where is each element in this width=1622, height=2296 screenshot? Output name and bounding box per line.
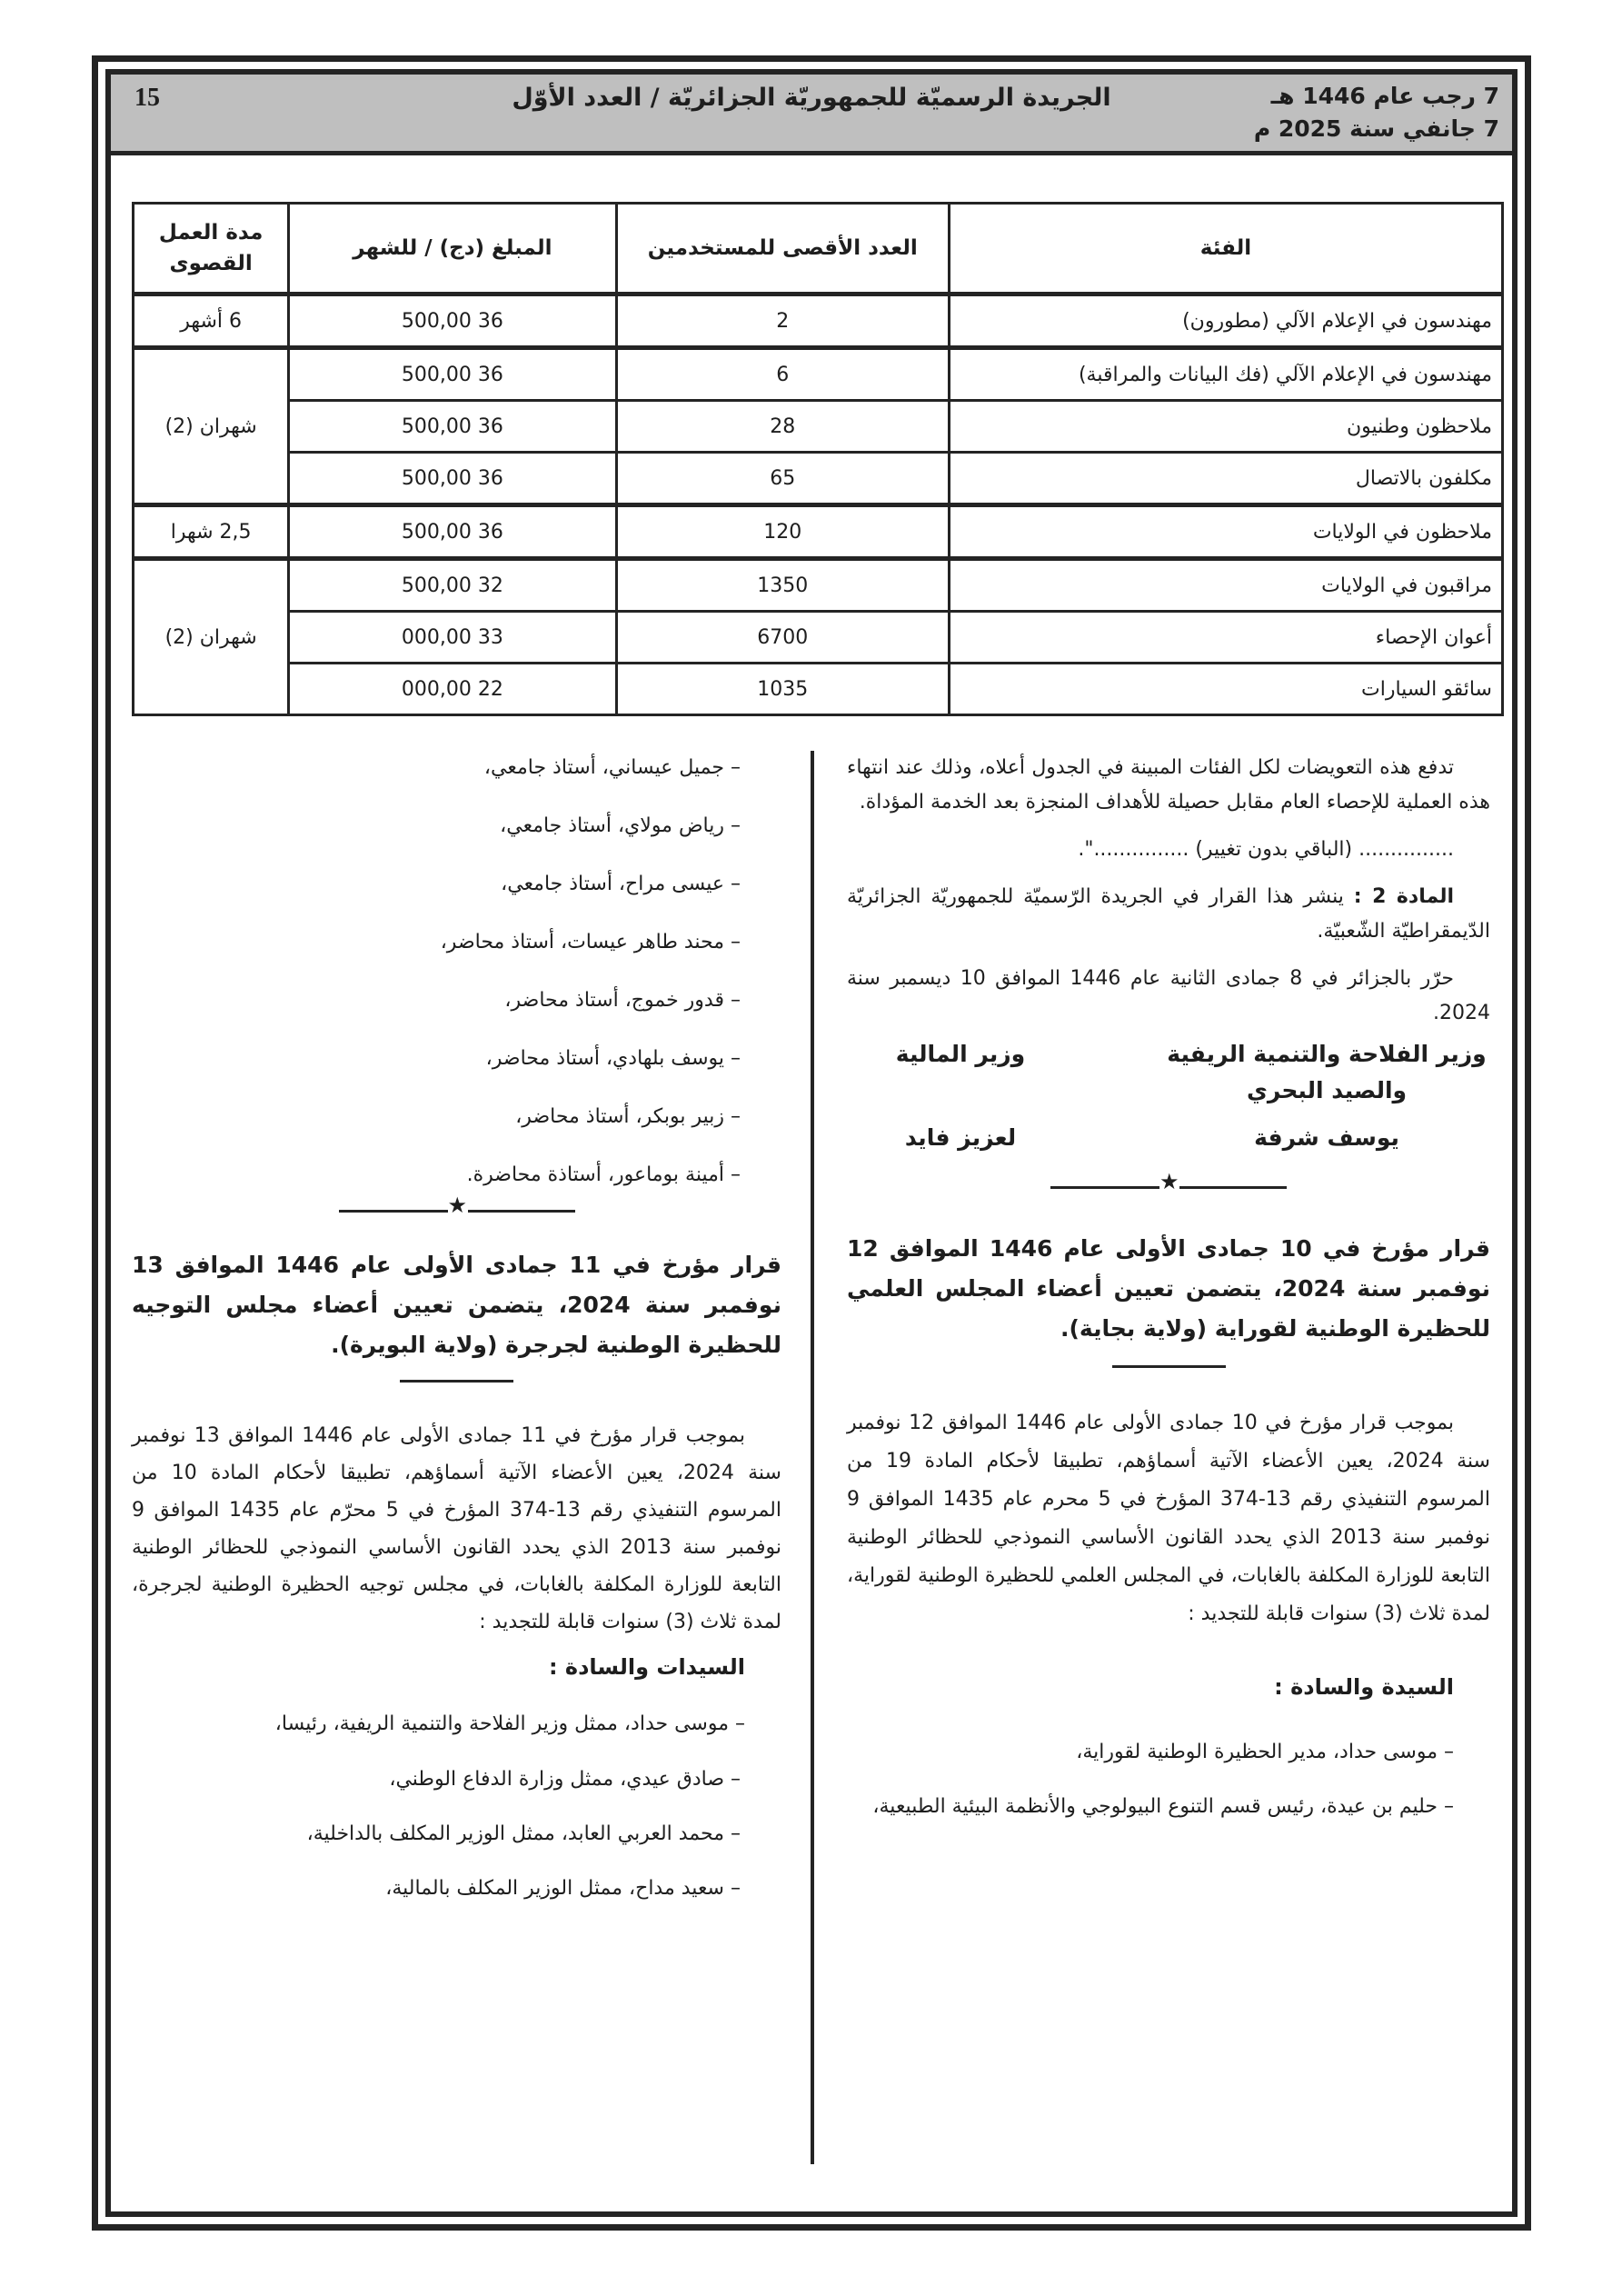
star-icon: ★ xyxy=(1159,1169,1179,1194)
member-item: – محند طاهر عيسات، أستاذ محاضر، xyxy=(440,931,741,953)
cell-category: مكلفون بالاتصال xyxy=(949,453,1502,505)
table-header-row xyxy=(134,204,1503,294)
star-separator xyxy=(339,1193,575,1222)
cell-max-users: 28 xyxy=(616,401,949,453)
cell-category: ملاحظون في الولايات xyxy=(949,505,1502,559)
date-gregorian: 7 جانفي سنة 2025 م xyxy=(1253,115,1499,142)
header-category: الفئة xyxy=(949,204,1502,294)
page-header xyxy=(111,75,1512,155)
cell-duration: شهران (2) xyxy=(134,348,289,505)
page-number: 15 xyxy=(134,84,160,112)
table-row xyxy=(134,294,1503,348)
cell-max-users: 6 xyxy=(616,348,949,401)
table-row xyxy=(134,612,1503,664)
cell-duration: 6 أشهر xyxy=(134,294,289,348)
cell-duration: شهران (2) xyxy=(134,559,289,715)
cell-amount: 33 000,00 xyxy=(289,612,616,664)
cell-category: أعوان الإحصاء xyxy=(949,612,1502,664)
minister-agriculture-title: وزير الفلاحة والتنمية الريفية والصيد البحري xyxy=(1167,1041,1487,1103)
member-item: – يوسف بلهادي، أستاذ محاضر، xyxy=(485,1047,741,1070)
header-amount: المبلغ (دج) / للشهر xyxy=(289,204,616,294)
signed-date: حرّر بالجزائر في 8 جمادى الثانية عام 1446 الموافق 10 ديسمبر سنة 2024. xyxy=(847,967,1490,1024)
minister-agriculture-name: يوسف شرفة xyxy=(1254,1124,1399,1151)
member-item: – سعيد مداح، ممثل الوزير المكلف بالمالية، xyxy=(385,1877,741,1900)
cell-amount: 36 500,00 xyxy=(289,505,616,559)
left-column xyxy=(132,751,781,1906)
cell-amount: 36 500,00 xyxy=(289,294,616,348)
member-item: – أمينة بوماعور، أستاذة محاضرة. xyxy=(466,1163,741,1186)
cell-amount: 22 000,00 xyxy=(289,664,616,715)
table-row xyxy=(134,401,1503,453)
cell-max-users: 1350 xyxy=(616,559,949,612)
table-row xyxy=(134,505,1503,559)
cell-category: سائقو السيارات xyxy=(949,664,1502,715)
signature-finance xyxy=(847,1036,1074,1156)
table-row xyxy=(134,348,1503,401)
member-item: – زبير بوبكر، أستاذ محاضر، xyxy=(515,1105,741,1128)
decision-title-gouraya: قرار مؤرخ في 10 جمادى الأولى عام 1446 الموافق 12 نوفمبر سنة 2024، يتضمن تعيين أعضاء المجلس العلمي للحظيرة الوطنية لقوراية (ولاية بجاية). xyxy=(847,1235,1490,1342)
members-list-top xyxy=(132,751,781,1193)
cell-amount: 32 500,00 xyxy=(289,559,616,612)
members-heading: السيدة والسادة : xyxy=(1274,1674,1454,1700)
header-max-users: العدد الأقصى للمستخدمين xyxy=(616,204,949,294)
decision-title-djurdjura: قرار مؤرخ في 11 جمادى الأولى عام 1446 الموافق 13 نوفمبر سنة 2024، يتضمن تعيين أعضاء مجلس التوجيه للحظيرة الوطنية لجرجرة (ولاية البويرة). xyxy=(132,1252,782,1358)
article-2 xyxy=(847,880,1490,949)
cell-amount: 36 500,00 xyxy=(289,453,616,505)
compensation-table xyxy=(132,202,1504,716)
cell-max-users: 6700 xyxy=(616,612,949,664)
signatures xyxy=(847,1036,1490,1156)
member-item: – قدور خموج، أستاذ محاضر، xyxy=(504,989,741,1012)
cell-max-users: 1035 xyxy=(616,664,949,715)
compensation-paragraph: تدفع هذه التعويضات لكل الفئات المبينة في الجدول أعلاه، وذلك عند انتهاء هذه العملية للإحصاء العام مقابل حصيلة للأهداف المنجزة بعد الخدمة المؤداة. xyxy=(847,756,1490,814)
cell-category: ملاحظون وطنيون xyxy=(949,401,1502,453)
gazette-title: الجريدة الرسميّة للجمهوريّة الجزائريّة / العدد الأوّل xyxy=(512,84,1111,112)
star-icon: ★ xyxy=(447,1193,468,1218)
members-list-bottom xyxy=(132,1762,781,1906)
decision-body-gouraya: بموجب قرار مؤرخ في 10 جمادى الأولى عام 1446 الموافق 12 نوفمبر سنة 2024، يعين الأعضاء الآتية أسماؤهم، تطبيقا لأحكام المادة 19 من المرسوم التنفيذي رقم 13-374 المؤرخ في 5 محرم عام 1435 الموافق 9 نوفمبر سنة 2013 الذي يحدد القانون الأساسي النموذجي للحظائر الوطنية التابعة للوزارة المكلفة بالغابات، في المجلس العلمي للحظيرة الوطنية لقوراية، لمدة ثلاث (3) سنوات قابلة للتجديد : xyxy=(847,1412,1490,1625)
member-item: – صادق عيدي، ممثل وزارة الدفاع الوطني، xyxy=(389,1768,741,1791)
member-item: – عيسى مراح، أستاذ جامعي، xyxy=(501,873,741,895)
member-item: – محمد العربي العابد، ممثل الوزير المكلف بالداخلية، xyxy=(306,1822,741,1845)
members-heading: السيدات والسادة : xyxy=(548,1654,745,1680)
header-duration: مدة العمل القصوى xyxy=(134,204,289,294)
member-item: – موسى حداد، مدير الحظيرة الوطنية لقوراية، xyxy=(1076,1741,1454,1763)
cell-max-users: 2 xyxy=(616,294,949,348)
column-divider xyxy=(811,751,814,2164)
signature-agriculture xyxy=(1163,1036,1490,1156)
table-row xyxy=(134,664,1503,715)
minister-finance-title: وزير المالية xyxy=(895,1041,1026,1067)
table-row xyxy=(134,559,1503,612)
title-underline xyxy=(400,1380,513,1383)
cell-category: مهندسون في الإعلام الآلي (مطورون) xyxy=(949,294,1502,348)
member-item: – حليم بن عيدة، رئيس قسم التنوع البيولوجي والأنظمة البيئية الطبيعية، xyxy=(872,1795,1454,1818)
table-row xyxy=(134,453,1503,505)
title-underline xyxy=(1112,1365,1226,1368)
cell-duration: 2,5 شهرا xyxy=(134,505,289,559)
decision-body-djurdjura: بموجب قرار مؤرخ في 11 جمادى الأولى عام 1446 الموافق 13 نوفمبر سنة 2024، يعين الأعضاء الآتية أسماؤهم، تطبيقا لأحكام المادة 10 من المرسوم التنفيذي رقم 13-374 المؤرخ في 5 محرّم عام 1435 الموافق 9 نوفمبر سنة 2013 الذي يحدد القانون الأساسي النموذجي للحظائر الوطنية التابعة للوزارة المكلفة بالغابات، في مجلس توجيه الحظيرة الوطنية لجرجرة، لمدة ثلاث (3) سنوات قابلة للتجديد : xyxy=(132,1424,782,1633)
member-item: – موسى حداد، ممثل وزير الفلاحة والتنمية الريفية، رئيسا، xyxy=(274,1712,745,1735)
member-item: – رياض مولاي، أستاذ جامعي، xyxy=(500,814,741,837)
right-column xyxy=(847,751,1490,1824)
article-2-label: المادة 2 : xyxy=(1353,885,1454,908)
star-separator xyxy=(1050,1169,1287,1198)
minister-finance-name: لعزيز فايد xyxy=(904,1124,1017,1151)
date-hijri: 7 رجب عام 1446 هـ xyxy=(1270,83,1499,109)
cell-max-users: 120 xyxy=(616,505,949,559)
article-2-text: ينشر هذا القرار في الجريدة الرّسميّة للجمهوريّة الجزائريّة الدّيمقراطيّة الشّعبيّة. xyxy=(847,885,1490,943)
member-item: – جميل عيساني، أستاذ جامعي، xyxy=(483,756,741,779)
unchanged-note: ............... (الباقي بدون تغيير) ...............". xyxy=(1078,838,1454,861)
cell-category: مهندسون في الإعلام الآلي (فك البيانات والمراقبة) xyxy=(949,348,1502,401)
cell-category: مراقبون في الولايات xyxy=(949,559,1502,612)
cell-amount: 36 500,00 xyxy=(289,348,616,401)
cell-amount: 36 500,00 xyxy=(289,401,616,453)
issue-date xyxy=(1254,80,1499,145)
cell-max-users: 65 xyxy=(616,453,949,505)
